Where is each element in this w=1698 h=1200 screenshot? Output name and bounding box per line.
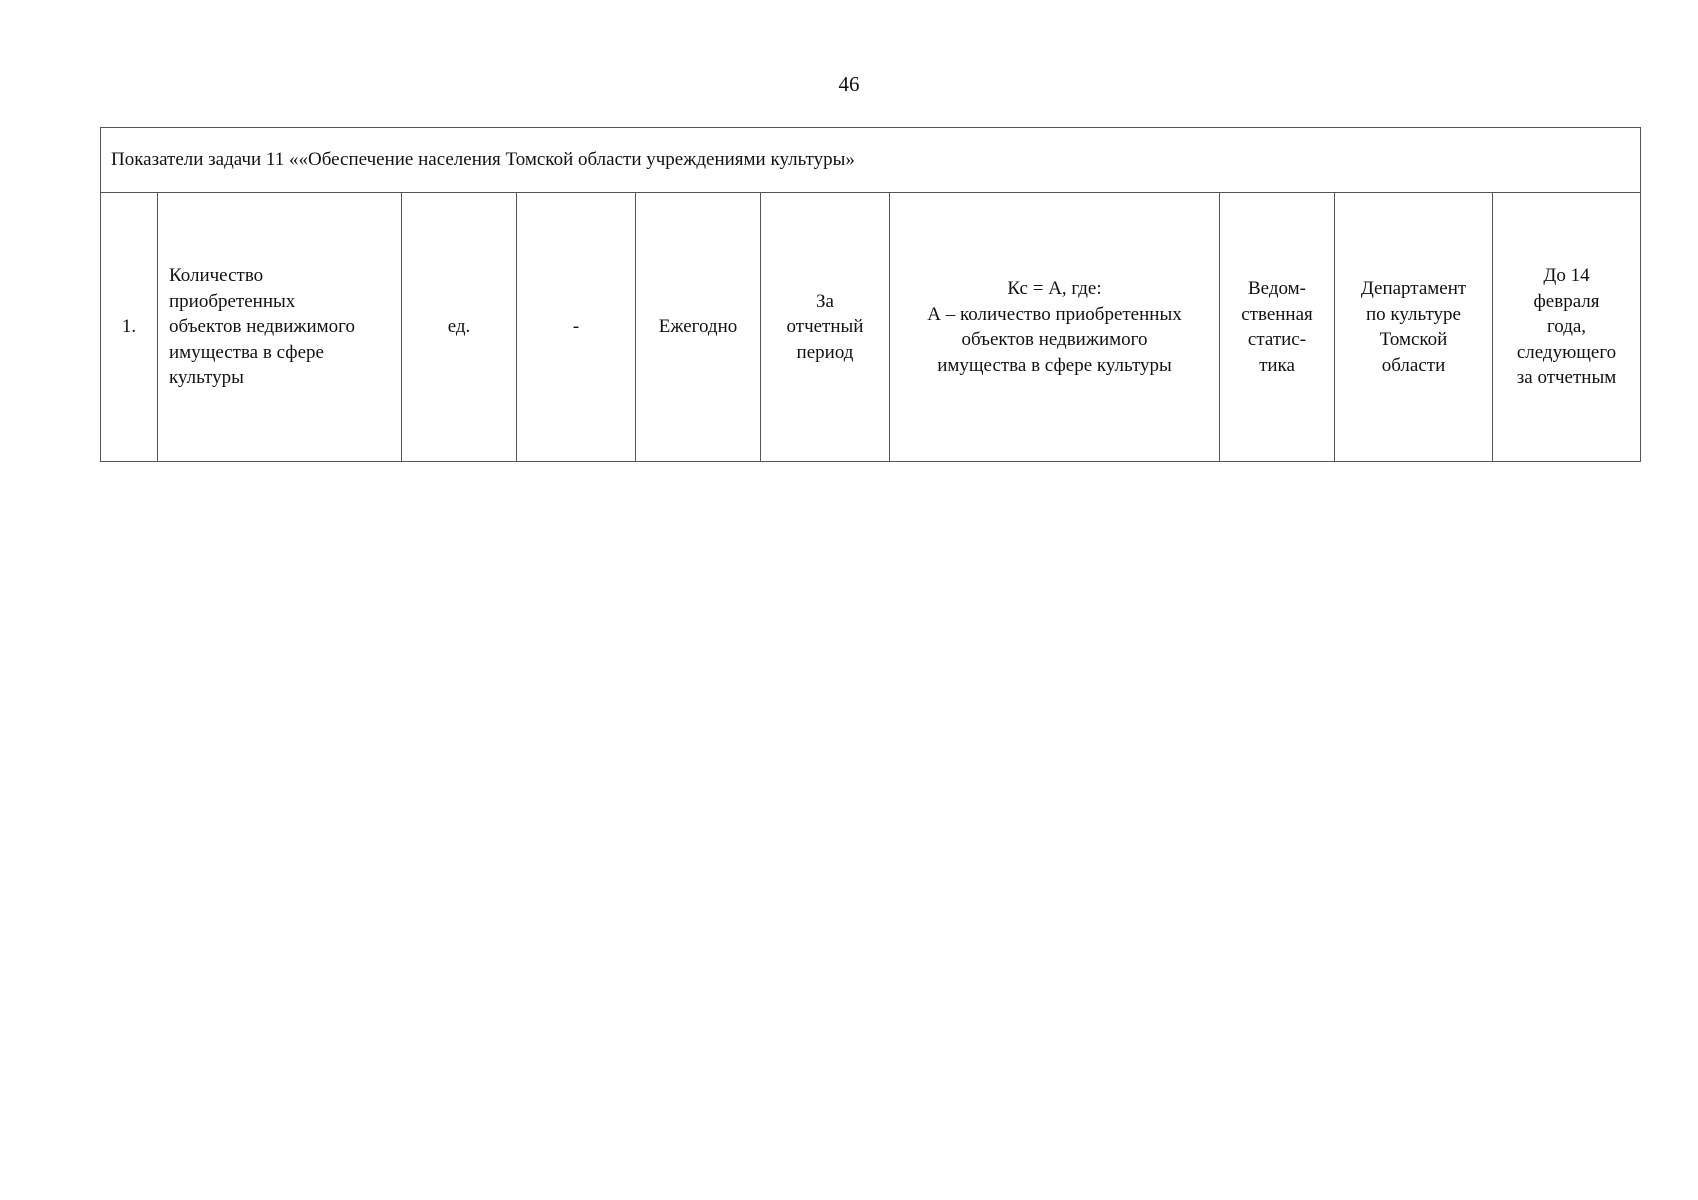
frequency-cell [636, 193, 761, 462]
period-value: За отчетный период [786, 290, 864, 363]
source-value: Ведом- ственная статис- тика [1241, 278, 1313, 376]
unit-value: ед. [447, 316, 471, 338]
source-cell [1220, 193, 1335, 462]
frequency-value: Ежегодно [658, 316, 738, 338]
indicator-name-cell [158, 193, 402, 462]
unit-cell [402, 193, 517, 462]
section-header-row [101, 128, 1641, 193]
formula-cell [890, 193, 1220, 462]
dash-value: - [572, 316, 580, 338]
section-title: Показатели задачи 11 ««Обеспечение населения Томской области учреждениями культуры» [101, 128, 1641, 193]
period-cell [761, 193, 890, 462]
deadline-value: До 14 февраля года, следующего за отчетным [1516, 265, 1617, 389]
indicator-name: Количество приобретенных объектов недвижимого имущества в сфере культуры [169, 265, 356, 389]
indicator-number-cell [101, 193, 158, 462]
table-row [101, 193, 1641, 462]
indicators-table [100, 127, 1641, 462]
deadline-cell [1493, 193, 1641, 462]
formula-value: Кс = А, где: А – количество приобретенных объектов недвижимого имущества в сфере культуры [927, 278, 1182, 376]
responsible-cell [1335, 193, 1493, 462]
page-number: 46 [838, 72, 860, 96]
dash-cell [517, 193, 636, 462]
responsible-value: Департамент по культуре Томской области [1360, 278, 1467, 376]
indicator-number: 1. [121, 316, 137, 338]
